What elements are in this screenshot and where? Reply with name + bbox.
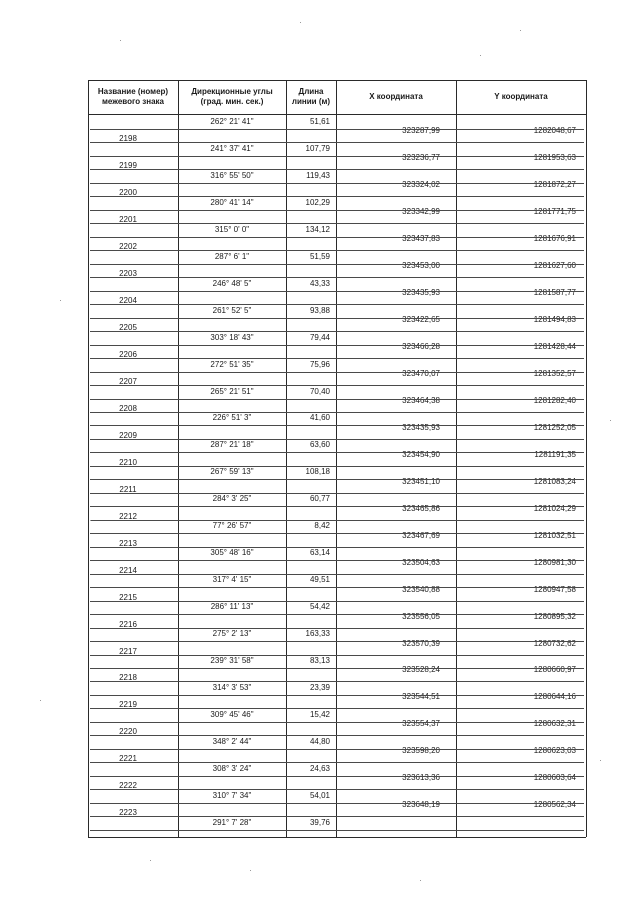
- point-name: 2217: [119, 646, 137, 656]
- y-coordinate: 1280603,64: [533, 773, 576, 783]
- direction-angle: 303° 18' 43": [210, 332, 254, 342]
- direction-angle: 241° 37' 41": [210, 143, 254, 153]
- x-coordinate: 323554,37: [402, 719, 440, 729]
- scan-speck: [40, 700, 41, 701]
- x-coordinate: 323435,93: [402, 422, 440, 432]
- y-coordinate: 1281676,91: [533, 234, 576, 244]
- line-length: 43,33: [309, 278, 330, 288]
- row-rule: [90, 250, 584, 251]
- y-coordinate: 1280632,31: [533, 719, 576, 729]
- header-direction-angles: Дирекционные углы (град. мин. сек.): [191, 87, 273, 106]
- row-rule: [90, 237, 584, 238]
- direction-angle: 280° 41' 14": [210, 197, 254, 207]
- row-rule: [90, 574, 584, 575]
- row-rule: [90, 331, 584, 332]
- x-coordinate: 323466,28: [402, 342, 440, 352]
- direction-angle: 348° 2' 44": [212, 736, 252, 746]
- direction-angle: 287° 6' 1": [214, 251, 250, 261]
- point-name: 2222: [119, 781, 137, 791]
- row-rule: [90, 264, 584, 265]
- x-coordinate: 323540,88: [402, 584, 440, 594]
- line-length: 93,88: [309, 305, 330, 315]
- y-coordinate: 1281352,57: [533, 369, 576, 379]
- y-coordinate: 1281024,29: [533, 503, 576, 513]
- y-coordinate: 1281771,75: [533, 207, 576, 217]
- y-coordinate: 1281953,63: [533, 153, 576, 163]
- scan-speck: [420, 880, 421, 881]
- header-y-coordinate: Y координата: [494, 92, 548, 101]
- y-coordinate: 1281872,27: [533, 180, 576, 190]
- row-rule: [90, 641, 584, 642]
- line-length: 15,42: [309, 709, 330, 719]
- y-coordinate: 1281282,40: [533, 395, 576, 405]
- line-length: 102,29: [305, 197, 330, 207]
- point-name: 2199: [119, 161, 137, 171]
- point-name: 2207: [119, 377, 137, 387]
- row-rule: [90, 479, 584, 480]
- x-coordinate: 323437,83: [402, 234, 440, 244]
- direction-angle: 267° 59' 13": [210, 467, 254, 477]
- direction-angle: 265° 21' 51": [210, 386, 254, 396]
- line-length: 108,18: [305, 467, 330, 477]
- direction-angle: 317° 4' 15": [212, 575, 252, 585]
- point-name: 2211: [119, 484, 137, 494]
- x-coordinate: 323465,86: [402, 503, 440, 513]
- x-coordinate: 323570,39: [402, 638, 440, 648]
- x-coordinate: 323613,36: [402, 773, 440, 783]
- row-rule: [90, 358, 584, 359]
- line-length: 49,51: [309, 575, 330, 585]
- column-border-2: [286, 80, 287, 837]
- direction-angle: 77° 26' 57": [212, 521, 252, 531]
- line-length: 51,59: [309, 251, 330, 261]
- x-coordinate: 323422,65: [402, 315, 440, 325]
- direction-angle: 226° 51' 3": [212, 413, 252, 423]
- scan-speck: [60, 300, 61, 301]
- row-rule: [90, 803, 584, 804]
- row-rule: [90, 587, 584, 588]
- x-coordinate: 323451,10: [402, 476, 440, 486]
- row-rule: [90, 695, 584, 696]
- y-coordinate: 1280947,58: [533, 584, 576, 594]
- point-name: 2198: [119, 134, 137, 144]
- direction-angle: 291° 7' 28": [212, 817, 252, 827]
- row-rule: [90, 399, 584, 400]
- x-coordinate: 323287,99: [402, 126, 440, 136]
- line-length: 75,96: [309, 359, 330, 369]
- row-rule: [90, 601, 584, 602]
- line-length: 60,77: [309, 494, 330, 504]
- x-coordinate: 323454,90: [402, 449, 440, 459]
- direction-angle: 305° 48' 16": [210, 548, 254, 558]
- point-name: 2216: [119, 619, 137, 629]
- scan-speck: [600, 760, 601, 761]
- scan-speck: [250, 870, 251, 871]
- scan-speck: [150, 860, 151, 861]
- header-bottom-border: [88, 114, 586, 115]
- scan-speck: [300, 22, 301, 23]
- y-coordinate: 1280895,32: [533, 611, 576, 621]
- x-coordinate: 323464,38: [402, 395, 440, 405]
- row-rule: [90, 318, 584, 319]
- point-name: 2205: [119, 323, 137, 333]
- line-length: 51,61: [309, 117, 330, 126]
- row-rule: [90, 452, 584, 453]
- column-border-5: [586, 80, 587, 837]
- point-name: 2210: [119, 457, 137, 467]
- line-length: 23,39: [309, 682, 330, 692]
- row-rule: [90, 816, 584, 817]
- x-coordinate: 323504,63: [402, 557, 440, 567]
- line-length: 24,63: [309, 763, 330, 773]
- y-coordinate: 1280732,62: [533, 638, 576, 648]
- row-rule: [90, 277, 584, 278]
- direction-angle: 239° 31' 58": [210, 656, 254, 665]
- x-coordinate: 323470,07: [402, 369, 440, 379]
- column-border-4: [456, 80, 457, 837]
- point-name: 2202: [119, 242, 137, 252]
- line-length: 163,33: [305, 629, 330, 639]
- direction-angle: 246° 48' 5": [212, 278, 252, 288]
- line-length: 54,01: [309, 790, 330, 800]
- row-rule: [90, 708, 584, 709]
- x-coordinate: 323236,77: [402, 153, 440, 163]
- direction-angle: 272° 51' 35": [210, 359, 254, 369]
- row-rule: [90, 547, 584, 548]
- row-rule: [90, 156, 584, 157]
- header-point-name: Название (номер) межевого знака: [97, 87, 169, 106]
- row-rule: [90, 776, 584, 777]
- point-name: 2215: [119, 592, 137, 602]
- header-line-length: Длина линии (м): [291, 87, 331, 106]
- row-rule: [90, 762, 584, 763]
- direction-angle: 286° 11' 13": [210, 602, 254, 612]
- line-length: 134,12: [305, 224, 330, 234]
- direction-angle: 284° 3' 25": [212, 494, 252, 504]
- column-border-3: [336, 80, 337, 837]
- point-name: 2214: [119, 565, 137, 575]
- y-coordinate: 1281191,35: [534, 449, 576, 459]
- y-coordinate: 1281494,83: [533, 315, 576, 325]
- line-length: 63,14: [309, 548, 330, 558]
- point-name: 2221: [119, 754, 137, 764]
- row-rule: [90, 372, 584, 373]
- y-coordinate: 1280623,03: [533, 746, 576, 756]
- row-rule: [90, 749, 584, 750]
- y-coordinate: 1281428,44: [533, 342, 576, 352]
- direction-angle: 309° 45' 46": [210, 709, 254, 719]
- scan-speck: [480, 55, 481, 56]
- row-rule: [90, 142, 584, 143]
- x-coordinate: 323648,19: [402, 800, 440, 810]
- row-rule: [90, 345, 584, 346]
- line-length: 119,43: [306, 170, 330, 180]
- row-rule: [90, 169, 584, 170]
- row-rule: [90, 628, 584, 629]
- scan-speck: [120, 40, 121, 41]
- y-coordinate: 1281627,60: [533, 261, 576, 271]
- point-name: 2204: [119, 296, 137, 306]
- direction-angle: 287° 21' 18": [210, 440, 254, 450]
- x-coordinate: 323556,05: [402, 611, 440, 621]
- x-coordinate: 323467,69: [402, 530, 440, 540]
- row-rule: [90, 183, 584, 184]
- row-rule: [90, 493, 584, 494]
- line-length: 44,80: [309, 736, 330, 746]
- x-coordinate: 323528,24: [402, 665, 440, 675]
- row-rule: [90, 722, 584, 723]
- point-name: 2201: [119, 215, 137, 225]
- row-rule: [90, 560, 584, 561]
- row-rule: [90, 789, 584, 790]
- direction-angle: 262° 21' 41": [210, 117, 254, 126]
- y-coordinate: 1280644,16: [533, 692, 576, 702]
- point-name: 2203: [119, 269, 137, 279]
- row-rule: [90, 735, 584, 736]
- point-name: 2209: [119, 430, 137, 440]
- y-coordinate: 1282048,67: [533, 126, 576, 136]
- row-rule: [90, 681, 584, 682]
- point-name: 2200: [119, 188, 137, 198]
- row-rule: [90, 533, 584, 534]
- y-coordinate: 1280981,30: [533, 557, 576, 567]
- point-name: 2213: [119, 538, 137, 548]
- x-coordinate: 323544,51: [402, 692, 440, 702]
- y-coordinate: 1281587,77: [533, 288, 576, 298]
- y-coordinate: 1280562,34: [533, 800, 576, 810]
- direction-angle: 315° 0' 0": [214, 224, 250, 234]
- column-border-1: [178, 80, 179, 837]
- point-name: 2212: [119, 511, 137, 521]
- line-length: 8,42: [314, 521, 330, 531]
- header-x-coordinate: X координата: [369, 92, 423, 101]
- y-coordinate: 1280660,97: [533, 665, 576, 675]
- x-coordinate: 323342,99: [402, 207, 440, 217]
- direction-angle: 275° 2' 13": [212, 629, 252, 639]
- line-length: 83,13: [309, 656, 330, 665]
- point-name: 2223: [119, 808, 137, 818]
- row-rule: [90, 196, 584, 197]
- row-rule: [90, 210, 584, 211]
- line-length: 41,60: [309, 413, 330, 423]
- point-name: 2208: [119, 403, 137, 413]
- row-rule: [90, 412, 584, 413]
- x-coordinate: 323598,20: [402, 746, 440, 756]
- table-bottom-border: [88, 837, 586, 838]
- row-rule: [90, 291, 584, 292]
- line-length: 107,79: [305, 143, 330, 153]
- row-rule: [90, 520, 584, 521]
- row-rule: [90, 129, 584, 130]
- point-name: 2219: [119, 700, 137, 710]
- row-rule: [90, 425, 584, 426]
- line-length: 54,42: [309, 602, 330, 612]
- y-coordinate: 1281252,05: [533, 422, 576, 432]
- row-rule: [90, 506, 584, 507]
- row-rule: [90, 668, 584, 669]
- y-coordinate: 1281083,24: [533, 476, 576, 486]
- row-rule: [90, 304, 584, 305]
- row-rule: [90, 385, 584, 386]
- scan-speck: [520, 30, 521, 31]
- direction-angle: 316° 55' 50": [210, 170, 254, 180]
- direction-angle: 314° 3' 53": [212, 682, 252, 692]
- direction-angle: 261° 52' 5": [212, 305, 252, 315]
- y-coordinate: 1281032,51: [533, 530, 576, 540]
- line-length: 79,44: [309, 332, 330, 342]
- scan-speck: [610, 420, 611, 421]
- row-rule: [90, 439, 584, 440]
- row-rule: [90, 223, 584, 224]
- line-length: 70,40: [309, 386, 330, 396]
- direction-angle: 308° 3' 24": [212, 763, 252, 773]
- row-rule: [90, 655, 584, 656]
- point-name: 2206: [119, 350, 137, 360]
- x-coordinate: 323435,93: [402, 288, 440, 298]
- row-rule: [90, 614, 584, 615]
- direction-angle: 310° 7' 34": [212, 790, 252, 800]
- point-name: 2220: [119, 727, 137, 737]
- scan-speck: [90, 520, 91, 521]
- table-top-border: [88, 80, 586, 81]
- x-coordinate: 323453,00: [402, 261, 440, 271]
- line-length: 63,60: [309, 440, 330, 450]
- x-coordinate: 323324,02: [402, 180, 440, 190]
- row-rule: [90, 830, 584, 831]
- point-name: 2218: [119, 673, 137, 683]
- row-rule: [90, 466, 584, 467]
- line-length: 39,76: [309, 817, 330, 827]
